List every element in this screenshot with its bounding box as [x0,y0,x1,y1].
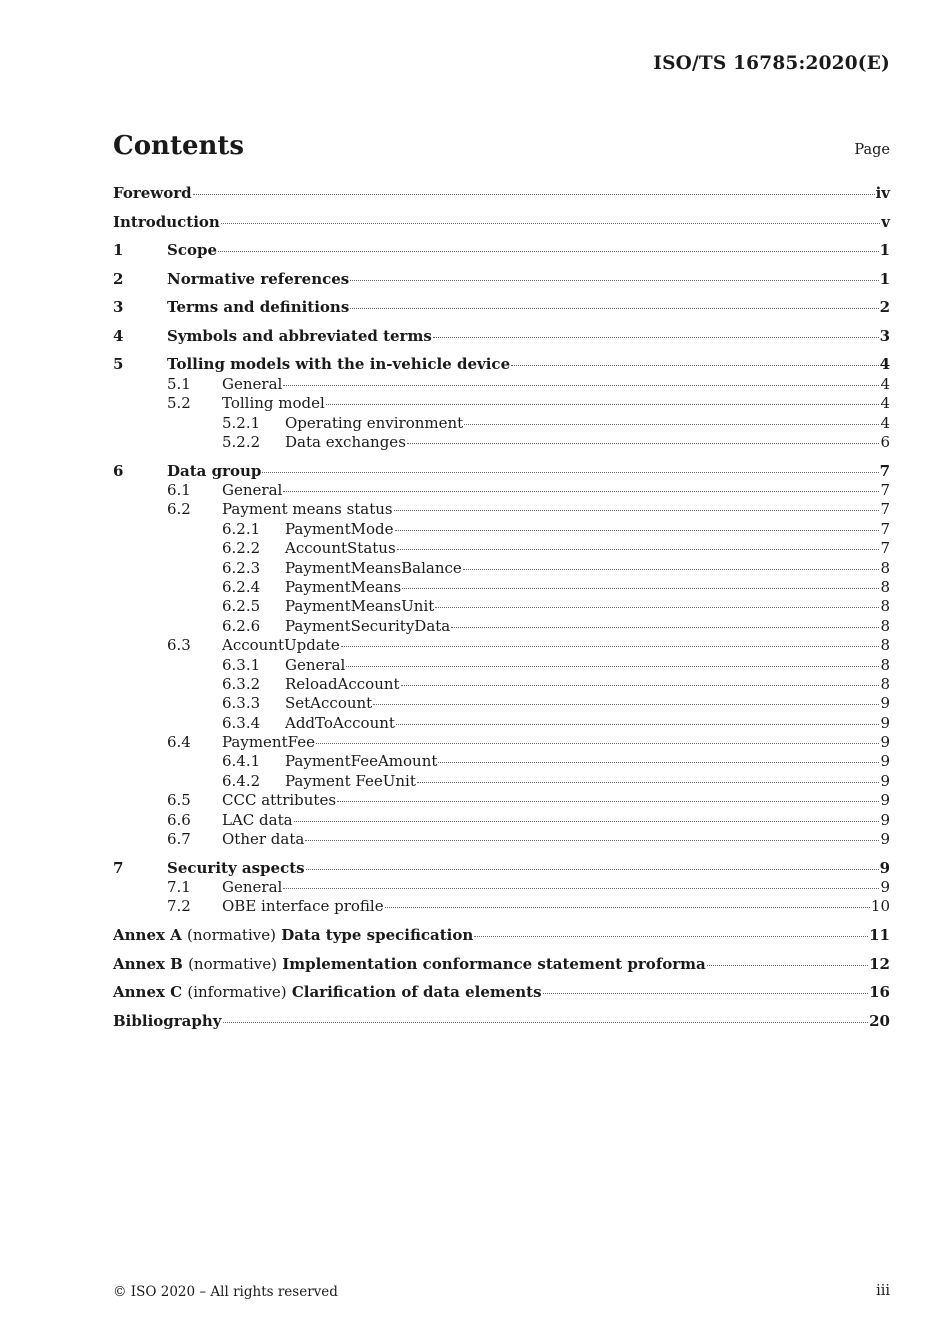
toc-entry-number: 6.7 [167,830,191,849]
toc-entry[interactable] [113,298,890,317]
toc-entry-title [167,270,349,289]
dot-leader [511,365,878,366]
toc-entry[interactable] [113,433,890,452]
toc-entry[interactable] [113,355,890,374]
toc-entry-text: PaymentFee [222,733,315,752]
toc-entry-number: 6.2.6 [222,616,261,635]
toc-entry-text: General [285,655,346,674]
toc-entry-text: LAC data [222,810,293,829]
toc-entry-page: 7 [880,539,890,558]
toc-entry[interactable] [113,213,890,232]
dot-leader [397,549,880,550]
toc-entry-text: General [222,374,283,393]
dot-leader [346,666,879,667]
toc-entry-text: Data group [167,461,262,480]
toc-entry-number: 6.2.2 [222,539,261,558]
toc-entry-text: Bibliography [113,1011,222,1030]
toc-entry-number: 6.2.4 [222,577,261,596]
toc-entry-page: 2 [879,298,890,317]
toc-entry-page: 9 [880,733,890,752]
toc-entry-page: v [881,212,890,231]
toc-entry[interactable] [113,830,890,849]
document-id: ISO/TS 16785:2020(E) [653,53,890,74]
toc-entry-title [113,1012,222,1031]
toc-entry[interactable] [113,897,890,916]
toc-entry-page: 9 [880,713,890,732]
toc-entry-title [285,597,434,616]
toc-entry-page: 4 [880,394,890,413]
dot-leader [395,530,880,531]
toc-entry-title [285,714,395,733]
toc-entry-text: Operating environment [285,413,464,432]
toc-entry-number: 6.1 [167,481,191,499]
dot-leader [294,821,880,822]
toc-entry-text: AddToAccount [285,713,395,732]
toc-entry-page: 1 [879,241,890,260]
dot-leader [193,194,875,195]
toc-entry[interactable] [113,926,890,945]
toc-entry[interactable] [113,394,890,413]
toc-entry[interactable] [113,241,890,260]
toc-entry-number: 2 [113,269,124,288]
toc-entry-page: 8 [880,636,890,655]
toc-entry-number: 3 [113,298,124,317]
toc-entry-text: AccountStatus [285,539,396,558]
toc-entry[interactable] [113,714,890,733]
toc-entry-page: 20 [869,1011,890,1030]
toc-entry-title [113,184,192,203]
toc-entry-page: 8 [880,655,890,674]
toc-entry-title [167,298,349,317]
toc-entry[interactable] [113,559,890,578]
toc-entry-number: 7.2 [167,897,191,916]
toc-entry-text: Data type specification [281,925,474,944]
toc-entry-title [285,539,396,558]
table-of-contents [113,184,890,1031]
toc-entry-page: 4 [879,355,890,374]
toc-entry-text: Scope [167,241,218,260]
toc-entry-page: 9 [880,830,890,849]
toc-entry[interactable] [113,733,890,752]
toc-entry-page: 8 [880,616,890,635]
toc-entry-text: Normative references [167,269,350,288]
toc-entry-text: Payment means status [222,500,393,519]
toc-entry-title [222,878,282,897]
toc-entry-number: 6.6 [167,810,191,829]
toc-entry[interactable] [113,481,890,500]
toc-entry-number: 6.4.2 [222,771,261,790]
dot-leader [341,646,880,647]
toc-entry-text: Implementation conformance statement proforma [282,954,706,973]
dot-leader [463,569,880,570]
toc-entry[interactable] [113,878,890,897]
dot-leader [326,404,880,405]
toc-entry[interactable] [113,539,890,558]
toc-entry-page: 9 [880,752,890,771]
toc-entry[interactable] [113,656,890,675]
toc-entry-title [222,636,340,655]
toc-entry[interactable] [113,500,890,519]
toc-entry-number: 5.1 [167,374,191,393]
dot-leader [438,762,879,763]
dot-leader [402,588,879,589]
toc-entry-title [285,617,450,636]
toc-entry-text: Foreword [113,184,192,202]
toc-entry-page: 3 [879,326,890,345]
toc-entry-title [222,500,393,519]
toc-entry-page: 1 [879,269,890,288]
toc-entry-title [285,694,372,713]
dot-leader [350,280,878,281]
dot-leader [543,993,869,994]
toc-entry-title [167,327,432,346]
toc-entry[interactable] [113,983,890,1002]
toc-entry-page: 4 [880,374,890,393]
toc-entry-text: General [222,878,283,896]
dot-leader [316,743,879,744]
toc-entry-title [285,433,406,452]
toc-entry-number: 6.4 [167,733,191,752]
toc-entry[interactable] [113,270,890,289]
toc-entry-title [167,462,261,481]
annex-type: (normative) [188,954,277,973]
dot-leader [435,607,879,608]
dot-leader [305,840,879,841]
toc-entry-text: OBE interface profile [222,897,384,916]
toc-entry-number: 6.4.1 [222,752,261,771]
toc-entry[interactable] [113,414,890,433]
toc-entry-title [222,897,384,916]
dot-leader [337,801,879,802]
toc-entry-number: 6.3.4 [222,713,261,732]
dot-leader [707,965,868,966]
dot-leader [464,424,879,425]
toc-entry-number: 7.1 [167,878,191,896]
toc-entry-text: PaymentMode [285,519,394,538]
toc-entry-text: PaymentFeeAmount [285,752,438,771]
toc-entry[interactable] [113,694,890,713]
toc-entry-number: 1 [113,241,124,260]
toc-entry-page: 7 [879,461,890,480]
toc-entry-page: 10 [870,897,890,916]
toc-entry-text: General [222,481,283,499]
dot-leader [407,443,880,444]
toc-entry-page: 4 [880,413,890,432]
toc-entry[interactable] [113,617,890,636]
toc-entry-title [167,859,305,878]
dot-leader [283,888,879,889]
toc-entry-number: 7 [113,858,124,877]
toc-entry-text: AccountUpdate [222,636,340,655]
dot-leader [223,1022,869,1023]
dot-leader [306,869,879,870]
toc-entry-title [167,241,217,260]
toc-entry-page: 7 [880,519,890,538]
toc-entry[interactable] [113,184,890,203]
toc-entry-text: Introduction [113,212,220,231]
toc-entry-title [222,733,315,752]
toc-entry[interactable] [113,636,890,655]
toc-entry-number: 6.3.2 [222,674,261,693]
dot-leader [396,724,880,725]
toc-entry-text: Data exchanges [285,433,406,452]
toc-entry-number: 6.2.1 [222,519,261,538]
toc-entry[interactable] [113,752,890,771]
toc-entry-title [222,481,282,500]
page-column-label: Page [854,142,890,158]
toc-entry-number: 6.3 [167,636,191,655]
toc-entry-title [113,955,706,974]
dot-leader [283,385,879,386]
toc-entry-title [285,559,462,578]
toc-entry-text: Symbols and abbreviated terms [167,326,432,345]
toc-entry[interactable] [113,811,890,830]
toc-entry-page: 8 [880,597,890,616]
contents-heading: Contents [113,131,245,161]
toc-entry-number: 5.2.1 [222,413,261,432]
toc-entry-title [285,675,400,694]
toc-entry-title [113,983,542,1002]
toc-entry-number: 6.5 [167,791,191,810]
annex-type: (informative) [187,983,287,1002]
toc-entry-title [222,791,336,810]
toc-entry-number: 6.3.1 [222,655,261,674]
dot-leader [218,251,879,252]
toc-entry-title [285,520,394,539]
toc-entry-page: 8 [880,674,890,693]
toc-entry-page: 7 [880,500,890,519]
toc-entry-text: PaymentMeansUnit [285,597,435,616]
toc-entry-page: 12 [869,954,890,973]
toc-entry[interactable] [113,859,890,878]
dot-leader [433,337,879,338]
toc-entry-text: PaymentMeans [285,577,402,596]
toc-entry-number: 6.3.3 [222,694,261,713]
toc-entry[interactable] [113,772,890,791]
toc-entry-number: 6.2 [167,500,191,519]
dot-leader [221,223,880,224]
toc-entry-title [167,355,510,374]
toc-entry-page: 11 [869,925,890,944]
toc-entry-title [285,772,416,791]
toc-entry-page: 9 [880,791,890,810]
dot-leader [394,510,880,511]
copyright-notice: © ISO 2020 – All rights reserved [113,1284,338,1300]
toc-entry-title [222,394,325,413]
toc-entry-page: 9 [880,878,890,896]
toc-entry-page: 6 [880,433,890,452]
toc-entry-number: 4 [113,326,124,345]
toc-entry-page: 8 [880,558,890,577]
annex-label: Annex C [113,983,183,1002]
toc-entry-text: SetAccount [285,694,373,713]
toc-entry-text: PaymentSecurityData [285,616,451,635]
annex-type: (normative) [187,925,276,944]
toc-entry[interactable] [113,597,890,616]
toc-entry-page: 9 [880,771,890,790]
toc-entry-text: Security aspects [167,858,305,877]
toc-entry-text: Payment FeeUnit [285,771,416,790]
toc-entry-number: 6.2.3 [222,558,261,577]
toc-entry-title [285,656,345,675]
toc-entry-title [285,578,401,597]
dot-leader [451,627,879,628]
toc-entry-text: Terms and definitions [167,298,350,317]
toc-entry-number: 5.2 [167,394,191,413]
page-number: iii [876,1283,890,1299]
dot-leader [401,685,880,686]
toc-entry-title [222,375,282,394]
toc-entry-page: iv [875,184,890,202]
toc-entry[interactable] [113,375,890,394]
toc-entry-text: Tolling model [222,394,325,413]
toc-entry[interactable] [113,675,890,694]
toc-entry-number: 6 [113,461,124,480]
toc-entry-page: 9 [880,810,890,829]
toc-entry-number: 6.2.5 [222,597,261,616]
dot-leader [283,491,879,492]
toc-entry[interactable] [113,955,890,974]
dot-leader [262,472,878,473]
dot-leader [474,936,868,937]
toc-entry-number: 5.2.2 [222,433,261,452]
toc-entry-text: Tolling models with the in-vehicle device [167,355,511,374]
dot-leader [350,308,878,309]
toc-entry-page: 9 [879,858,890,877]
toc-entry-text: PaymentMeansBalance [285,558,462,577]
toc-entry-page: 7 [880,481,890,499]
dot-leader [417,782,880,783]
toc-entry-title [222,830,304,849]
toc-entry-number: 5 [113,355,124,374]
toc-entry-title [113,926,473,945]
toc-entry-title [285,752,437,771]
toc-entry-text: ReloadAccount [285,674,400,693]
toc-entry-text: CCC attributes [222,791,337,810]
toc-entry-page: 8 [880,577,890,596]
toc-entry-text: Clarification of data elements [291,983,542,1002]
dot-leader [373,704,879,705]
annex-label: Annex B [113,954,183,973]
toc-entry-page: 9 [880,694,890,713]
annex-label: Annex A [113,925,182,944]
toc-entry[interactable] [113,462,890,481]
toc-entry[interactable] [113,327,890,346]
dot-leader [385,907,870,908]
toc-entry-title [285,414,463,433]
toc-entry-text: Other data [222,830,305,849]
toc-entry[interactable] [113,791,890,810]
toc-entry-title [222,811,293,830]
toc-entry[interactable] [113,1012,890,1031]
toc-entry[interactable] [113,520,890,539]
toc-entry[interactable] [113,578,890,597]
toc-entry-title [113,213,220,232]
toc-entry-page: 16 [869,983,890,1002]
